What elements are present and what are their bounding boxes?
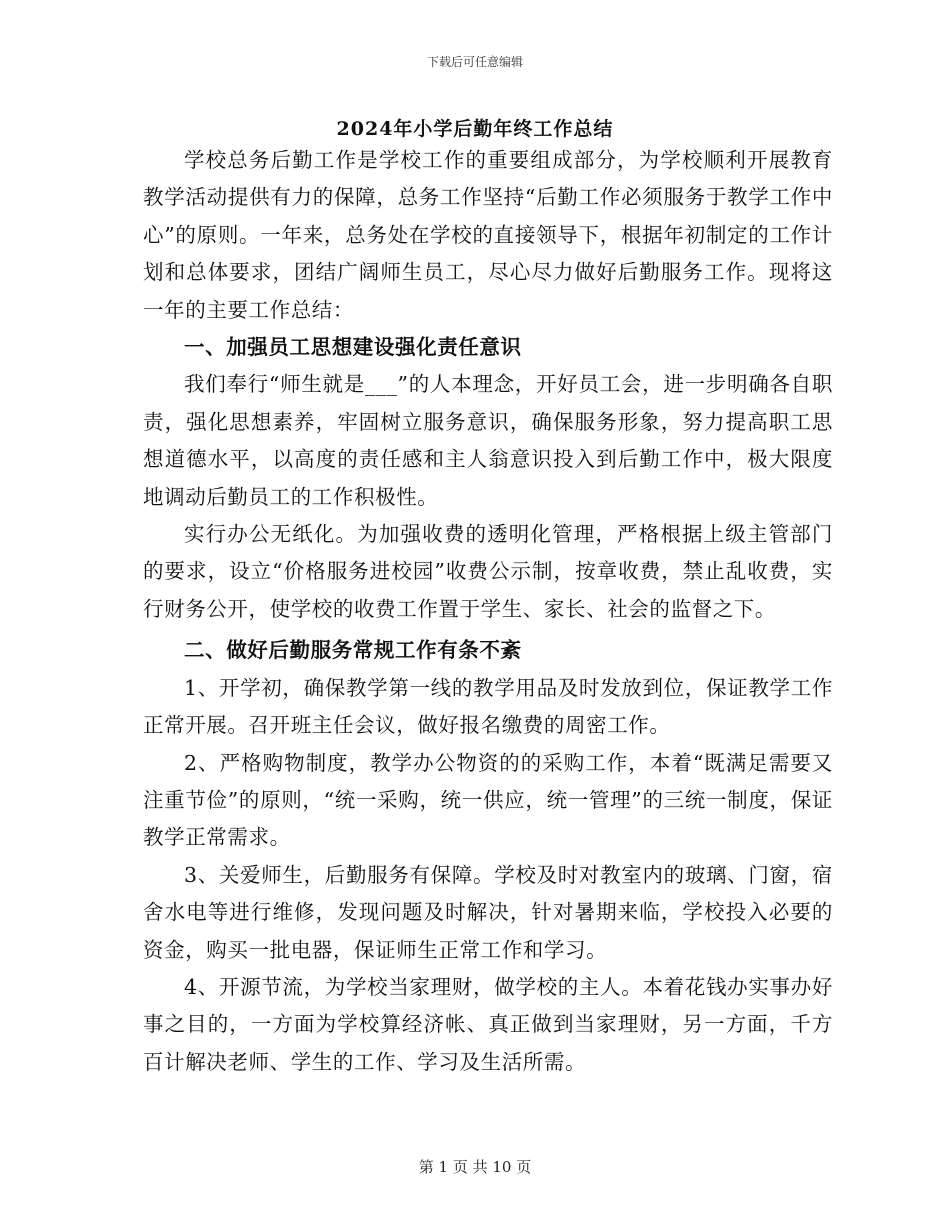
section-2-heading: 二、做好后勤服务常规工作有条不紊 bbox=[184, 638, 522, 663]
section-2-item-3: 3、关爱师生，后勤服务有保障。学校及时对教室内的玻璃、门窗，宿舍水电等进行维修，发现问题及时解决，针对暑期来临，学校投入必要的资金，购买一批电器，保证师生正常工作和学习。 bbox=[143, 862, 833, 962]
header-note: 下载后可任意编辑 bbox=[426, 55, 523, 69]
section-1-heading: 一、加强员工思想建设强化责任意识 bbox=[184, 335, 522, 360]
intro-paragraph: 学校总务后勤工作是学校工作的重要组成部分，为学校顺利开展教育教学活动提供有力的保障，总务工作坚持“后勤工作必须服务于教学工作中心”的原则。一年来，总务处在学校的直接领导下，根据年初制定的工作计划和总体要求，团结广阔师生员工，尽心尽力做好后勤服务工作。现将这一年的主要工作总结： bbox=[143, 148, 833, 322]
document-title: 2024年小学后勤年终工作总结 bbox=[336, 118, 614, 140]
page-indicator: 第 1 页 共 10 页 bbox=[418, 1158, 532, 1176]
document-body bbox=[143, 142, 833, 1081]
section-1-paragraph-2: 实行办公无纸化。为加强收费的透明化管理，严格根据上级主管部门的要求，设立“价格服务进校园”收费公示制，按章收费，禁止乱收费，实行财务公开，使学校的收费工作置于学生、家长、社会的监督之下。 bbox=[143, 522, 833, 621]
section-1-paragraph-1: 我们奉行“师生就是___”的人本理念，开好员工会，进一步明确各自职责，强化思想素养，牢固树立服务意识，确保服务形象，努力提高职工思想道德水平，以高度的责任感和主人翁意识投入到后勤工作中，极大限度地调动后勤员工的工作积极性。 bbox=[143, 372, 833, 509]
section-2-item-2: 2、严格购物制度，教学办公物资的的采购工作，本着“既满足需要又注重节俭”的原则，“统一采购，统一供应，统一管理”的三统一制度，保证教学正常需求。 bbox=[143, 750, 833, 850]
section-2-item-1: 1、开学初，确保教学第一线的教学用品及时发放到位，保证教学工作正常开展。召开班主任会议，做好报名缴费的周密工作。 bbox=[143, 675, 833, 738]
section-2-item-4: 4、开源节流，为学校当家理财，做学校的主人。本着花钱办实事办好事之目的，一方面为学校算经济帐、真正做到当家理财，另一方面，千方百计解决老师、学生的工作、学习及生活所需。 bbox=[143, 974, 833, 1074]
